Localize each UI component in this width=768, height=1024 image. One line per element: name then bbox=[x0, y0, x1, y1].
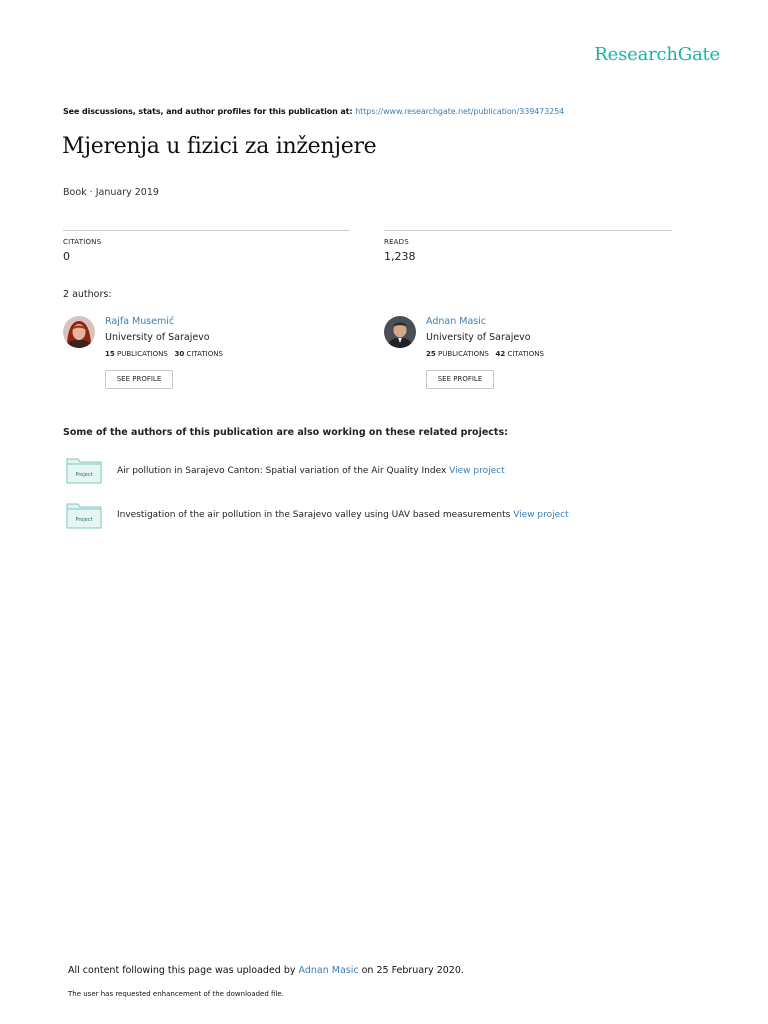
author-citations-count: 30 bbox=[174, 350, 185, 358]
author-institution: University of Sarajevo bbox=[426, 332, 531, 343]
publication-type: Book bbox=[63, 187, 87, 198]
citations-label: CITATIONS bbox=[63, 238, 102, 246]
see-profile-button[interactable]: SEE PROFILE bbox=[105, 370, 173, 389]
author-citations-count: 42 bbox=[495, 350, 506, 358]
publication-date: January 2019 bbox=[95, 187, 159, 198]
author-name-link[interactable]: Rajfa Musemić bbox=[105, 316, 175, 327]
author-citations-label: CITATIONS bbox=[186, 350, 223, 358]
enhancement-note: The user has requested enhancement of the downloaded file. bbox=[68, 990, 284, 998]
project-item bbox=[117, 466, 505, 476]
project-item bbox=[117, 510, 569, 520]
uploader-link[interactable]: Adnan Masic bbox=[298, 965, 359, 976]
citations-divider bbox=[63, 230, 350, 231]
project-title: Investigation of the air pollution in the Sarajevo valley using UAV based measurements bbox=[117, 510, 514, 520]
upload-prefix: All content following this page was uploaded by bbox=[68, 965, 299, 976]
author-avatar[interactable] bbox=[384, 316, 416, 348]
reads-value: 1,238 bbox=[384, 250, 416, 263]
researchgate-logo[interactable]: ResearchGate bbox=[594, 44, 720, 65]
citations-value: 0 bbox=[63, 250, 70, 263]
view-project-link[interactable]: View project bbox=[513, 510, 569, 520]
see-discussions-text: See discussions, stats, and author profiles for this publication at: bbox=[63, 107, 356, 116]
author-name-link[interactable]: Adnan Masic bbox=[426, 316, 487, 327]
project-folder-icon bbox=[66, 456, 102, 484]
author-stats bbox=[426, 350, 544, 358]
author-publications-label: PUBLICATIONS bbox=[116, 350, 168, 358]
upload-note bbox=[68, 965, 464, 976]
see-discussions-line bbox=[63, 107, 564, 116]
reads-label: READS bbox=[384, 238, 409, 246]
publication-meta bbox=[63, 187, 159, 198]
authors-heading: 2 authors: bbox=[63, 289, 112, 300]
publication-url-link[interactable]: https://www.researchgate.net/publication/339473254 bbox=[355, 107, 565, 116]
project-title: Air pollution in Sarajevo Canton: Spatial variation of the Air Quality Index bbox=[117, 466, 450, 476]
author-publications-count: 25 bbox=[426, 350, 436, 358]
project-badge: Project bbox=[75, 472, 93, 478]
project-badge: Project bbox=[75, 517, 93, 523]
reads-divider bbox=[384, 230, 672, 231]
author-publications-count: 15 bbox=[105, 350, 115, 358]
meta-separator: · bbox=[86, 187, 96, 198]
author-publications-label: PUBLICATIONS bbox=[437, 350, 489, 358]
author-stats bbox=[105, 350, 223, 358]
view-project-link[interactable]: View project bbox=[449, 466, 505, 476]
project-folder-icon bbox=[66, 501, 102, 529]
upload-suffix: on 25 February 2020. bbox=[358, 965, 464, 976]
author-citations-label: CITATIONS bbox=[507, 350, 544, 358]
related-projects-heading: Some of the authors of this publication are also working on these related projects: bbox=[63, 427, 508, 438]
see-profile-button[interactable]: SEE PROFILE bbox=[426, 370, 494, 389]
author-avatar[interactable] bbox=[63, 316, 95, 348]
author-institution: University of Sarajevo bbox=[105, 332, 210, 343]
publication-title: Mjerenja u fizici za inženjere bbox=[62, 134, 377, 159]
